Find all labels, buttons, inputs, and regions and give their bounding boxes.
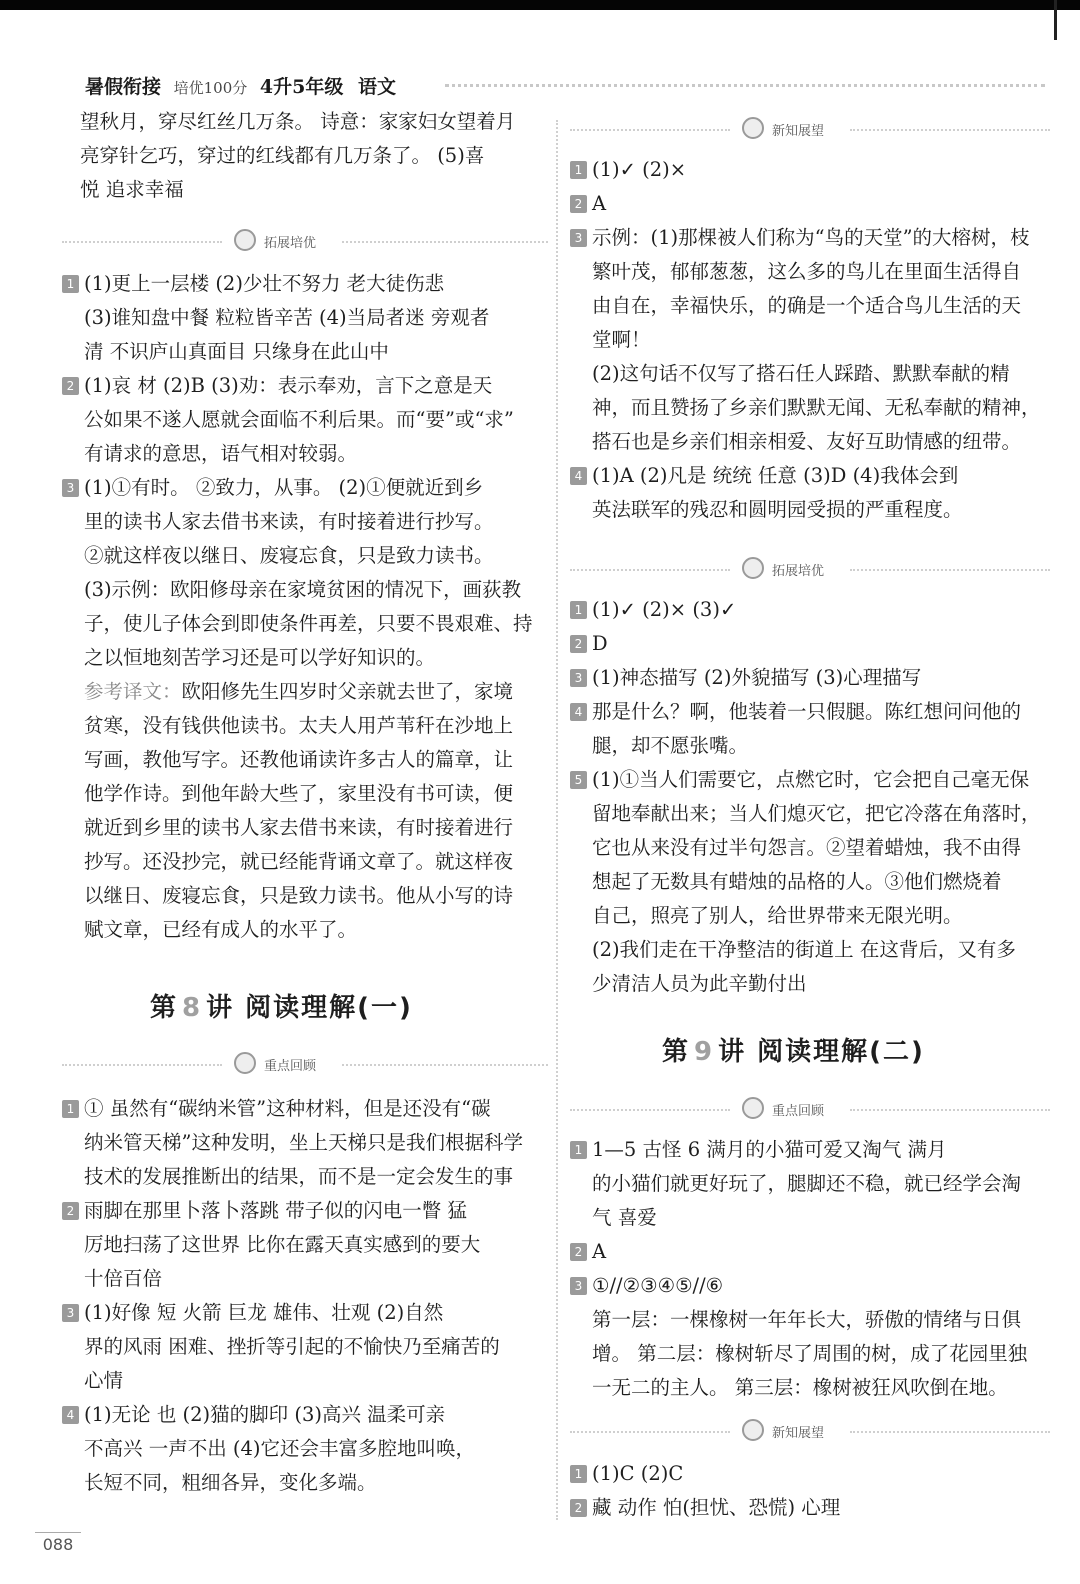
section-divider-review-right xyxy=(570,1095,1050,1125)
answer-item xyxy=(570,459,1050,527)
answer-line: 的小猫们就更好玩了，腿脚还不稳，就已经学会淘 xyxy=(592,1172,1022,1195)
answer-line: 纳米管天梯”这种发明，坐上天梯只是我们根据科学 xyxy=(84,1131,523,1154)
answer-line: (1)C (2)C xyxy=(592,1462,684,1485)
item-number: 1 xyxy=(570,1141,587,1159)
answer-line: 由自在，幸福快乐，的确是一个适合鸟儿生活的天 xyxy=(592,294,1022,317)
page-number: 088 xyxy=(35,1532,81,1557)
answer-item xyxy=(62,1092,548,1194)
header-title: 暑假衔接 xyxy=(85,76,162,98)
translation-line: 赋文章，已经有成人的水平了。 xyxy=(84,918,358,941)
column-divider xyxy=(556,120,558,1520)
answer-item xyxy=(570,593,1050,627)
answer-line: (1)神态描写 (2)外貌描写 (3)心理描写 xyxy=(592,666,922,689)
answer-line: 清 不识庐山真面目 只缘身在此山中 xyxy=(84,340,389,363)
answer-line: (1)无论 也 (2)猫的脚印 (3)高兴 温柔可亲 xyxy=(84,1403,446,1426)
header-grade: 4升5年级 xyxy=(259,76,344,98)
answer-line: D xyxy=(592,632,608,655)
answer-line: 搭石也是乡亲们相亲相爱、友好互助情感的纽带。 xyxy=(592,430,1022,453)
intro-line: 悦 追求幸福 xyxy=(80,178,184,201)
answer-line: 堂啊！ xyxy=(592,328,651,351)
section-divider-preview-right xyxy=(570,1417,1050,1447)
item-number: 1 xyxy=(62,1100,79,1118)
answer-item xyxy=(570,763,1050,1001)
answer-line: 心情 xyxy=(84,1369,124,1392)
item-number: 1 xyxy=(570,161,587,179)
item-number: 3 xyxy=(62,1304,79,1322)
translation-line: 就近到乡里的读书人家去借书来读，有时接着进行 xyxy=(84,816,514,839)
answer-line: 雨脚在那里卜落卜落跳 带子似的闪电一瞥 猛 xyxy=(84,1199,467,1222)
answer-item xyxy=(62,1194,548,1296)
book-icon xyxy=(234,1052,256,1074)
answer-item xyxy=(570,221,1050,459)
answer-line: 腿，却不愿张嘴。 xyxy=(592,734,749,757)
answer-group xyxy=(62,1092,548,1500)
section-label: 重点回顾 xyxy=(772,1104,825,1119)
answer-line: (1)①当人们需要它，点燃它时，它会把自己毫无保 xyxy=(592,768,1030,791)
item-number: 2 xyxy=(570,1499,587,1517)
item-number: 2 xyxy=(62,377,79,395)
answer-line: 英法联军的残忍和圆明园受损的严重程度。 xyxy=(592,498,963,521)
answer-item xyxy=(62,1296,548,1398)
item-number: 1 xyxy=(570,1465,587,1483)
answer-group xyxy=(62,267,548,947)
lesson-title-8: 第 8 讲 阅读理解(一) xyxy=(150,993,413,1023)
answer-group xyxy=(570,593,1050,1001)
answer-line: 一无二的主人。 第三层：橡树被狂风吹倒在地。 xyxy=(592,1376,1008,1399)
item-number: 1 xyxy=(62,275,79,293)
item-number: 5 xyxy=(570,771,587,789)
section-divider-extend-right xyxy=(570,555,1050,585)
section-label: 新知展望 xyxy=(772,124,825,139)
page-header xyxy=(85,72,1065,106)
item-number: 2 xyxy=(570,635,587,653)
answer-item xyxy=(62,1398,548,1500)
translation-line: 欧阳修先生四岁时父亲就去世了，家境 xyxy=(181,680,514,703)
answer-line: ①//②③④⑤//⑥ xyxy=(592,1274,724,1297)
answer-item xyxy=(62,267,548,369)
item-number: 4 xyxy=(570,467,587,485)
intro-block xyxy=(80,105,548,207)
answer-line: 子，使儿子体会到即使条件再差，只要不畏艰难、持 xyxy=(84,612,533,635)
answer-item xyxy=(570,153,1050,187)
answer-item xyxy=(570,661,1050,695)
intro-line: 望秋月，穿尽红丝几万条。 诗意：家家妇女望着月 xyxy=(80,110,516,133)
answer-line: A xyxy=(592,192,607,215)
translation-line: 以继日、废寝忘食，只是致力读书。他从小写的诗 xyxy=(84,884,514,907)
answer-line: 少清洁人员为此辛勤付出 xyxy=(592,972,807,995)
answer-line: 有请求的意思，语气相对较弱。 xyxy=(84,442,358,465)
section-divider-preview xyxy=(570,115,1050,145)
translation-label: 参考译文： xyxy=(84,680,182,703)
translation-line: 贫寒，没有钱供他读书。太夫人用芦苇秆在沙地上 xyxy=(84,714,514,737)
header-text xyxy=(85,72,396,99)
answer-line: 长短不同，粗细各异，变化多端。 xyxy=(84,1471,377,1494)
answer-line: 十倍百倍 xyxy=(84,1267,163,1290)
item-number: 4 xyxy=(62,1406,79,1424)
answer-line: (1)好像 短 火箭 巨龙 雄伟、壮观 (2)自然 xyxy=(84,1301,444,1324)
answer-line: 不高兴 一声不出 (4)它还会丰富多腔地叫唤， xyxy=(84,1437,476,1460)
answer-line: 之以恒地刻苦学习还是可以学好知识的。 xyxy=(84,646,436,669)
answer-item xyxy=(570,1133,1050,1235)
answer-line: (1)哀 材 (2)B (3)劝：表示奉劝，言下之意是天 xyxy=(84,374,493,397)
answer-line: 技术的发展推断出的结果，而不是一定会发生的事 xyxy=(84,1165,514,1188)
top-border xyxy=(0,0,1080,10)
header-subject: 语文 xyxy=(357,76,396,98)
answer-line: 厉地扫荡了这世界 比你在露天真实感到的要大 xyxy=(84,1233,481,1256)
lightbulb-icon xyxy=(742,117,764,139)
item-number: 4 xyxy=(570,703,587,721)
answer-item xyxy=(570,627,1050,661)
section-label: 拓展培优 xyxy=(772,564,825,579)
answer-line: 1—5 古怪 6 满月的小猫可爱又淘气 满月 xyxy=(592,1138,947,1161)
answer-line: 它也从来没有过半句怨言。②望着蜡烛，我不由得 xyxy=(592,836,1022,859)
translation xyxy=(62,675,548,947)
answer-line: 增。 第二层：橡树斩尽了周围的树，成了花园里独 xyxy=(592,1342,1028,1365)
item-number: 3 xyxy=(570,1277,587,1295)
intro-line: 亮穿针乞巧，穿过的红线都有几万条了。 (5)喜 xyxy=(80,144,485,167)
book-icon xyxy=(742,1097,764,1119)
translation-line: 抄写。还没抄完，就已经能背诵文章了。就这样夜 xyxy=(84,850,514,873)
answer-item xyxy=(570,695,1050,763)
answer-line: (1)A (2)凡是 统统 任意 (3)D (4)我体会到 xyxy=(592,464,959,487)
section-label: 新知展望 xyxy=(772,1426,825,1441)
translation-line: 写画，教他写字。还教他诵读许多古人的篇章，让 xyxy=(84,748,514,771)
page-edge xyxy=(1054,0,1057,40)
answer-line: 繁叶茂，郁郁葱葱，这么多的鸟儿在里面生活得自 xyxy=(592,260,1022,283)
answer-line: (3)示例：欧阳修母亲在家境贫困的情况下，画荻教 xyxy=(84,578,522,601)
item-number: 3 xyxy=(570,669,587,687)
answer-line: 藏 动作 怕(担忧、恐慌) 心理 xyxy=(592,1496,841,1519)
item-number: 2 xyxy=(62,1202,79,1220)
answer-item xyxy=(570,1457,1050,1491)
answer-line: 自己，照亮了别人，给世界带来无限光明。 xyxy=(592,904,963,927)
answer-line: 第一层：一棵橡树一年年长大，骄傲的情绪与日俱 xyxy=(592,1308,1022,1331)
answer-line: 里的读书人家去借书来读，有时接着进行抄写。 xyxy=(84,510,494,533)
answer-item xyxy=(62,471,548,675)
answer-line: 示例：(1)那棵被人们称为“鸟的天堂”的大榕树，枝 xyxy=(592,226,1030,249)
answer-group xyxy=(570,1133,1050,1405)
answer-group xyxy=(570,153,1050,527)
answer-line: (2)这句话不仅写了搭石任人踩踏、默默奉献的精 xyxy=(592,362,1010,385)
section-divider-review xyxy=(62,1050,548,1080)
answer-group xyxy=(570,1457,1050,1525)
lesson-title-9: 第 9 讲 阅读理解(二) xyxy=(662,1037,925,1067)
answer-line: ②就这样夜以继日、废寝忘食，只是致力读书。 xyxy=(84,544,494,567)
answer-line: 那是什么？啊，他装着一只假腿。陈红想问问他的 xyxy=(592,700,1022,723)
answer-item xyxy=(570,1269,1050,1405)
lightbulb-icon xyxy=(742,1419,764,1441)
answer-item xyxy=(570,1235,1050,1269)
answer-line: 气 喜爱 xyxy=(592,1206,657,1229)
answer-line: 神，而且赞扬了乡亲们默默无闻、无私奉献的精神， xyxy=(592,396,1041,419)
item-number: 2 xyxy=(570,195,587,213)
translation-line: 他学作诗。到他年龄大些了，家里没有书可读，便 xyxy=(84,782,514,805)
item-number: 2 xyxy=(570,1243,587,1261)
answer-line: (1)①有时。 ②致力，从事。 (2)①便就近到乡 xyxy=(84,476,484,499)
answer-line: 公如果不遂人愿就会面临不利后果。而“要”或“求” xyxy=(84,408,514,431)
section-label: 重点回顾 xyxy=(264,1059,317,1074)
section-divider-extend xyxy=(62,227,548,257)
answer-item xyxy=(570,187,1050,221)
moon-icon xyxy=(742,557,764,579)
item-number: 3 xyxy=(570,229,587,247)
header-dotted-rule xyxy=(445,84,1045,87)
answer-line: 想起了无数具有蜡烛的品格的人。③他们燃烧着 xyxy=(592,870,1002,893)
section-label: 拓展培优 xyxy=(264,236,317,251)
answer-line: ① 虽然有“碳纳米管”这种材料，但是还没有“碳 xyxy=(84,1097,491,1120)
header-sub: 培优100分 xyxy=(173,79,248,97)
item-number: 3 xyxy=(62,479,79,497)
answer-line: (1)✓ (2)× (3)✓ xyxy=(592,598,737,621)
answer-line: A xyxy=(592,1240,607,1263)
answer-line: (1)✓ (2)× xyxy=(592,158,687,181)
answer-item xyxy=(570,1491,1050,1525)
answer-line: 界的风雨 困难、挫折等引起的不愉快乃至痛苦的 xyxy=(84,1335,500,1358)
carrot-icon xyxy=(234,229,256,251)
answer-line: (1)更上一层楼 (2)少壮不努力 老大徒伤悲 xyxy=(84,272,445,295)
answer-item xyxy=(62,369,548,471)
answer-line: (3)谁知盘中餐 粒粒皆辛苦 (4)当局者迷 旁观者 xyxy=(84,306,490,329)
item-number: 1 xyxy=(570,601,587,619)
answer-line: (2)我们走在干净整洁的街道上 在这背后，又有多 xyxy=(592,938,1016,961)
answer-line: 留地奉献出来；当人们熄灭它，把它冷落在角落时， xyxy=(592,802,1041,825)
